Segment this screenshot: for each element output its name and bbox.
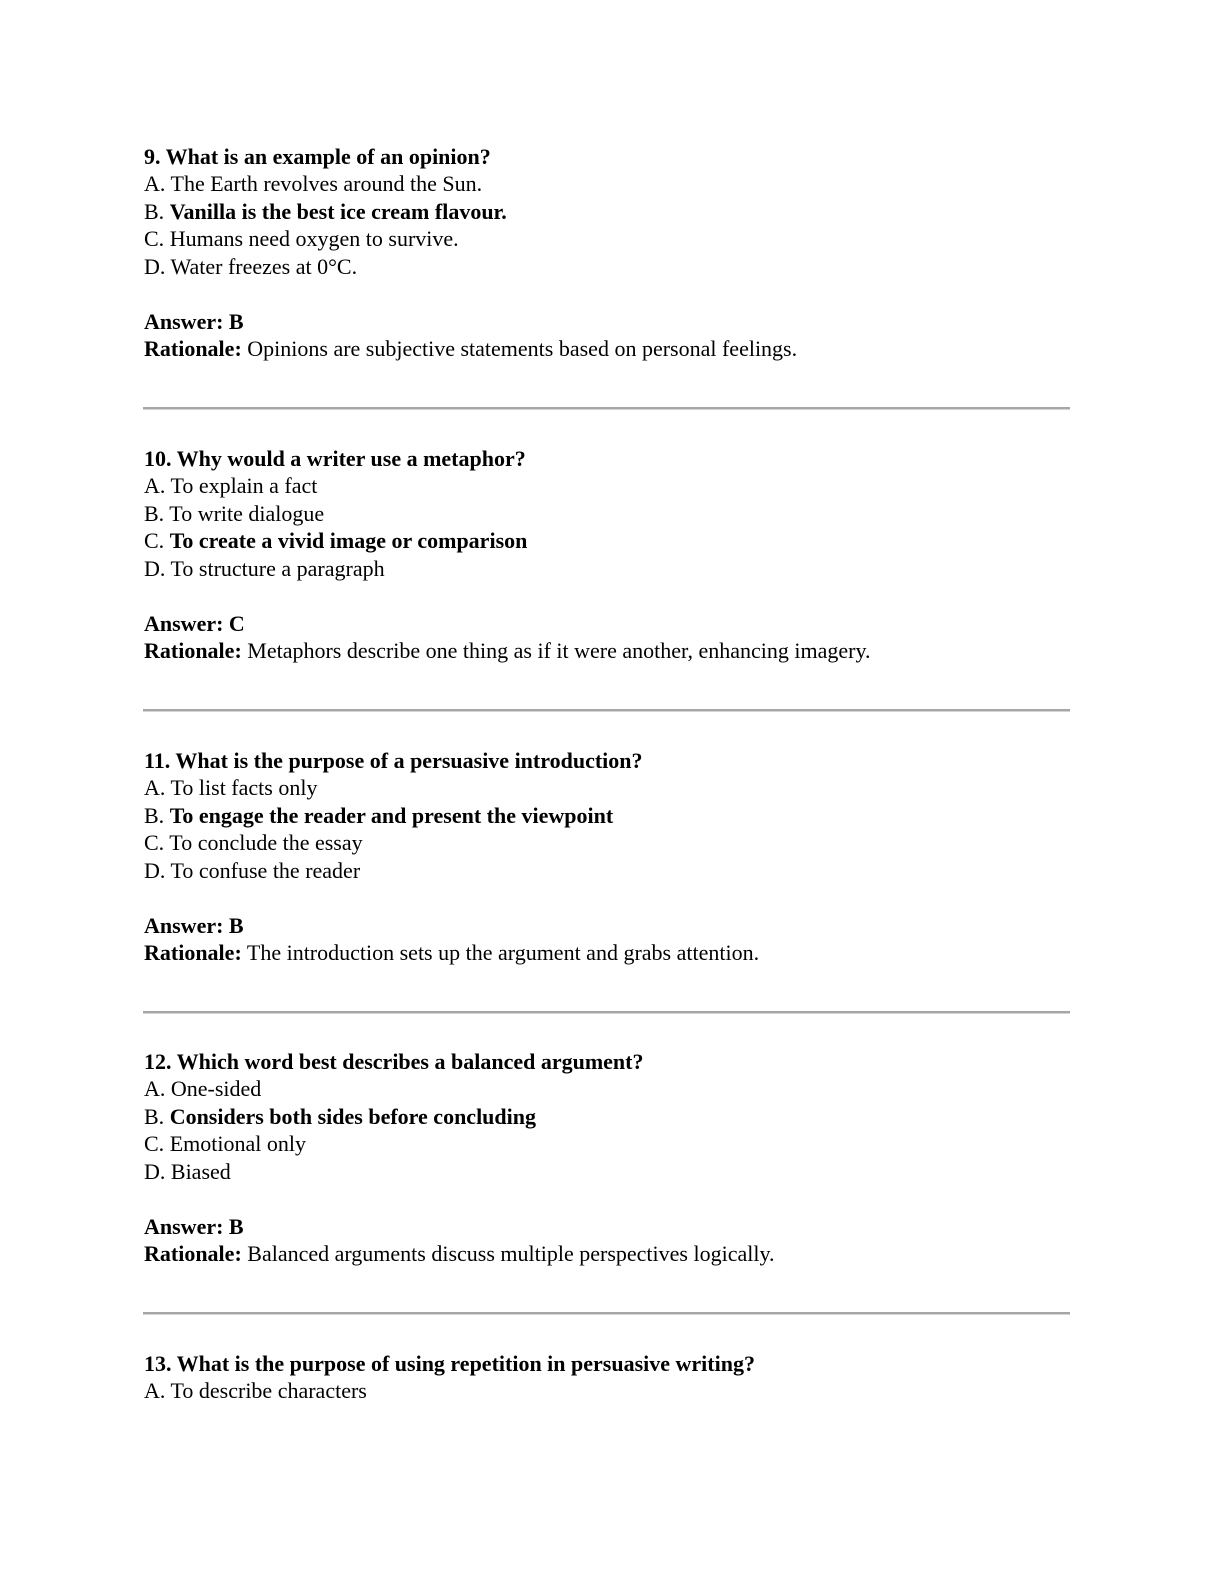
option-b: B. Vanilla is the best ice cream flavour.	[144, 199, 507, 224]
option-b: B. To write dialogue	[144, 501, 325, 526]
answer-line: Answer: C	[144, 611, 245, 636]
correct-option-text: To engage the reader and present the viewpoint	[169, 803, 614, 828]
question-text: 9. What is an example of an opinion?	[144, 144, 491, 169]
correct-option-text: Vanilla is the best ice cream flavour.	[169, 199, 507, 224]
option-a: A. To explain a fact	[144, 473, 318, 498]
question-text: 10. Why would a writer use a metaphor?	[144, 446, 526, 471]
option-d: D. Water freezes at 0°C.	[144, 254, 358, 279]
option-b: B. Considers both sides before concluding	[144, 1104, 536, 1129]
option-b: B. To engage the reader and present the viewpoint	[144, 803, 614, 828]
rationale-line: Rationale: The introduction sets up the argument and grabs attention.	[144, 940, 760, 965]
option-a: A. To describe characters	[144, 1378, 367, 1403]
divider	[143, 407, 1070, 410]
option-a: A. One-sided	[144, 1076, 262, 1101]
rationale-line: Rationale: Metaphors describe one thing as if it were another, enhancing imagery.	[144, 638, 871, 663]
divider	[143, 709, 1070, 712]
divider	[143, 1312, 1070, 1315]
option-c: C. Humans need oxygen to survive.	[144, 226, 459, 251]
option-a: A. To list facts only	[144, 775, 318, 800]
question-text: 13. What is the purpose of using repetition in persuasive writing?	[144, 1351, 755, 1376]
option-c: C. To conclude the essay	[144, 830, 363, 855]
option-a: A. The Earth revolves around the Sun.	[144, 171, 483, 196]
option-d: D. Biased	[144, 1159, 231, 1184]
answer-line: Answer: B	[144, 913, 244, 938]
option-d: D. To structure a paragraph	[144, 556, 385, 581]
answer-line: Answer: B	[144, 309, 244, 334]
option-c: C. To create a vivid image or comparison	[144, 528, 528, 553]
question-text: 11. What is the purpose of a persuasive introduction?	[144, 748, 643, 773]
divider	[143, 1011, 1070, 1014]
correct-option-text: Considers both sides before concluding	[169, 1104, 536, 1129]
rationale-line: Rationale: Balanced arguments discuss multiple perspectives logically.	[144, 1241, 775, 1266]
option-d: D. To confuse the reader	[144, 858, 361, 883]
correct-option-text: To create a vivid image or comparison	[169, 528, 528, 553]
question-text: 12. Which word best describes a balanced argument?	[144, 1049, 644, 1074]
answer-line: Answer: B	[144, 1214, 244, 1239]
option-c: C. Emotional only	[144, 1131, 306, 1156]
rationale-line: Rationale: Opinions are subjective statements based on personal feelings.	[144, 336, 798, 361]
